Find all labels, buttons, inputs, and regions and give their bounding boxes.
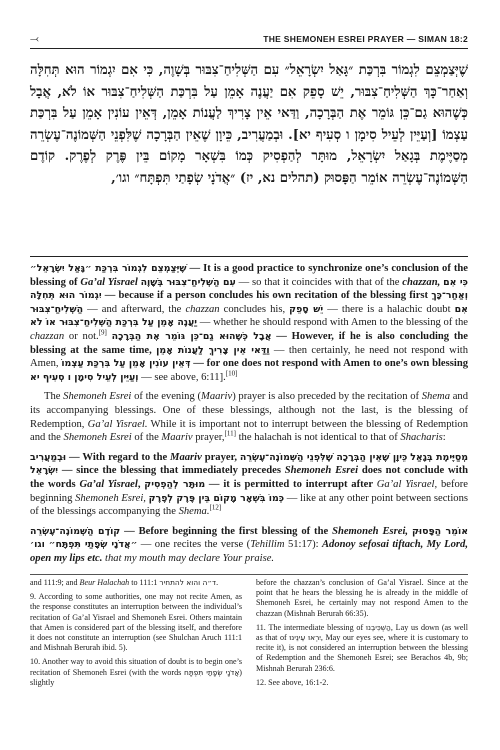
commentary-paragraph-1: שֶׁיְּצַמְצֵם לִגְמוֹר בִּרְכַּת ״גָּאַל יִשְׂרָאֵל״ — It is a good practice to synchronize one’s conclusion of the blessing of Ga’al Yisrael עִם הַשְּׁלִיחַ־צִבּוּר בְּשָׁוֶה — so that it coincides with that of the chazzan, כִּי אִם יִגְמוֹר הוּא תְּחִלָּה — because if a person concludes his own recitation of the blessing first וְאַחַר־כָּךְ הַשְּׁלִיחַ־צִבּוּר — and afterward, the chazzan concludes his, יֵשׁ סָפֵק — there is a halachic doubt אִם יַעֲנֶה אָמֵן עַל בִּרְכַּת הַשְּׁלִיחַ־צִבּוּר אוֹ לֹא — whether he should respond with Amen to the blessing of the chazzan or not.[9] אֲבָל כְּשֶׁהוּא גַם־כֵּן גּוֹמֵר אֶת הַבְּרָכָה — However, if he is also concluding the blessing at the same time, וַדַּאי אֵין צָרִיךְ לַעֲנוֹת אָמֵן — then certainly, he need not respond with Amen, דְּאֵין עוֹנִין אָמֵן עַל בִּרְכַּת עַצְמוֹ — for one does not respond with Amen to one’s own blessing וְעַיֵּין לְעֵיל סִימָן ו סְעִיף יא — see above, 6:11].[10] bbox=[30, 263, 469, 383]
hebrew-lemma: קוֹדֶם הַשְּׁמוֹנֶה־עֶשְׂרֵה bbox=[30, 525, 121, 537]
footnote-ref-9: [9] bbox=[98, 328, 107, 337]
hebrew-lemma: אֲבָל כְּשֶׁהוּא גַם־כֵּן גּוֹמֵר אֶת הַבְּרָכָה bbox=[111, 330, 272, 342]
footnotes-left-column bbox=[30, 578, 242, 692]
hebrew-source-text: שֶׁיְּצַמְצֵם לִגְמוֹר בִּרְכַּת ״גָּאַל יִשְׂרָאֵל״ עִם הַשְּׁלִיחַ־צִבּוּר בְּשָׁוֶה, כִּי אִם יִגְמוֹר הוּא תְּחִלָּה וְאַחַר־כָּךְ הַשְּׁלִיחַ־צִבּוּר, יֵשׁ סָפֵק אִם יַעֲנֶה אָמֵן עַל בִּרְכַּת הַשְּׁלִיחַ־צִבּוּר אוֹ לֹא, אֲבָל כְּשֶׁהוּא גַם־כֵּן גּוֹמֵר אֶת הַבְּרָכָה, וַדַּאי אֵין צָרִיךְ לַעֲנוֹת אָמֵן, דְּאֵין עוֹנִין אָמֵן עַל בִּרְכַּת עַצְמוֹ [וְעַיֵּין לְעֵיל סִימָן ו סְעִיף יא]. וּבְמַעֲרִיב, כֵּיוָן שֶׁאֵין הַבְּרָכָה שֶׁלִּפְנֵי הַשְּׁמוֹנֶה־עֶשְׂרֵה מְסַיֶּימֶת בְּגָאַל יִשְׂרָאֵל, מוּתָּר לְהַפְסִיק כְּמוֹ בִּשְׁאָר מָקוֹם בֵּין פֶּרֶק לְפֶרֶק. קוֹדֶם הַשְּׁמוֹנֶה־עֶשְׂרֵה אוֹמֵר הַפָּסוּק (תהלים נא, יז) ״אֲדֹנָי שְׂפָתַי תִּפְתָּח״ וגו׳, bbox=[30, 63, 468, 186]
hebrew-lemma: וְעַיֵּין לְעֵיל סִימָן ו סְעִיף יא bbox=[30, 371, 139, 383]
hebrew-lemma: מוּתָּר לְהַפְסִיק bbox=[144, 478, 206, 490]
hebrew-lemma: וְאַחַר־כָּךְ הַשְּׁלִיחַ־צִבּוּר bbox=[30, 290, 468, 315]
footnote-ref-11: [11] bbox=[224, 429, 236, 438]
hebrew-lemma: שֶׁיְּצַמְצֵם לִגְמוֹר בִּרְכַּת ״גָּאַל יִשְׂרָאֵל״ bbox=[30, 263, 187, 274]
hebrew-lemma: כְּמוֹ בִּשְׁאָר מָקוֹם בֵּין פֶּרֶק לְפֶרֶק bbox=[148, 492, 285, 504]
hebrew-lemma: וּבְמַעֲרִיב bbox=[30, 451, 67, 463]
hebrew-lemma: יֵשׁ סָפֵק bbox=[289, 303, 324, 315]
hebrew-lemma: אִם יַעֲנֶה אָמֵן עַל בִּרְכַּת הַשְּׁלִיחַ־צִבּוּר אוֹ לֹא bbox=[30, 303, 468, 329]
footnote-9: 9. According to some authorities, one may not recite Amen, as the response constitutes an interruption between the individual’s recitation of Ga’al Yisrael and Shemoneh Esrei. Others maintain that Amen is considered part of the blessing itself, and therefore it does not constitute an interruption (see Shulchan Aruch 111:1 and Mishnah Berurah ibid. 5). bbox=[30, 592, 242, 653]
commentary-paragraph-4: קוֹדֶם הַשְּׁמוֹנֶה־עֶשְׂרֵה — Before beginning the first blessing of the Shemoneh Esrei, אוֹמֵר הַפָּסוּק ״אֲדֹנָי שְׂפָתַי תִּפְתָּח״ וגו׳ — one recites the verse (Tehillim 51:17): Adonoy sefosai tiftach, My Lord, open my lips etc. that my mouth may declare Your praise. bbox=[30, 525, 469, 564]
running-header bbox=[30, 30, 468, 49]
footnote-ref-12: [12] bbox=[209, 503, 222, 512]
footnote-divider bbox=[30, 574, 468, 575]
footnotes-right-column bbox=[256, 578, 468, 692]
section-divider bbox=[30, 256, 468, 257]
commentary-body bbox=[30, 262, 468, 571]
footnote-10-continuation: before the chazzan’s conclusion of Ga’al Yisrael. Since at the point that he hears the blessing he is already in the middle of Shemoneh Esrei, he certainly may not respond Amen to the chazzan (Mishnah Berurah 66:35). bbox=[256, 578, 468, 618]
hebrew-lemma: אוֹמֵר הַפָּסוּק ״אֲדֹנָי שְׂפָתַי תִּפְתָּח״ וגו׳ bbox=[30, 525, 469, 551]
footnote-continuation: and 111:9; and Beur Halachah to 111:1 ד״ה והוא להתחיר. bbox=[30, 578, 219, 587]
footnotes bbox=[30, 578, 468, 692]
commentary-paragraph-3: וּבְמַעֲרִיב — With regard to the Maariv prayer, כֵּיוָן שֶׁאֵין הַבְּרָכָה שֶׁלִּפְנֵי הַשְּׁמוֹנֶה־עֶשְׂרֵה מְסַיֶּימֶת בְּגָאַל יִשְׂרָאֵל — since the blessing that immediately precedes Shemoneh Esrei does not conclude with the words Ga’al Yisrael, מוּתָּר לְהַפְסִיק — it is permitted to interrupt after Ga’al Yisrael, before beginning Shemoneh Esrei, כְּמוֹ בִּשְׁאָר מָקוֹם בֵּין פֶּרֶק לְפֶרֶק — like at any other point between sections of the blessings accompanying the Shema.[12] bbox=[30, 451, 469, 518]
hebrew-lemma: דְּאֵין עוֹנִין אָמֵן עַל בִּרְכַּת עַצְמוֹ bbox=[61, 358, 191, 370]
hebrew-lemma: וַדַּאי אֵין צָרִיךְ לַעֲנוֹת אָמֵן bbox=[156, 344, 270, 356]
ornament-icon: ⤙ bbox=[30, 32, 40, 45]
hebrew-lemma: מְסַיֶּימֶת בְּגָאַל יִשְׂרָאֵל bbox=[30, 451, 468, 477]
footnote-11: 11. The intermediate blessing of הַשְׁכִּיבֵנוּ, Lay us down (as well as that of יִרְאוּ עֵינֵינוּ, May our eyes see, where it is customary to recite it), is not considered an interruption between the blessing of Redemption and the Shemoneh Esrei; see Berachos 4b, 9b; Mishnah Berurah 236:6. bbox=[256, 622, 468, 673]
hebrew-lemma: כֵּיוָן שֶׁאֵין הַבְּרָכָה שֶׁלִּפְנֵי הַשְּׁמוֹנֶה־עֶשְׂרֵה bbox=[239, 451, 408, 463]
footnote-ref-10: [10] bbox=[225, 369, 238, 378]
running-title: THE SHEMONEH ESREI PRAYER — SIMAN 18:2 bbox=[263, 34, 468, 44]
footnote-12: 12. See above, 16:1-2. bbox=[256, 677, 329, 687]
hebrew-lemma: עִם הַשְּׁלִיחַ־צִבּוּר בְּשָׁוֶה bbox=[140, 276, 236, 288]
footnote-10: 10. Another way to avoid this situation of doubt is to begin one’s recitation of Shemoneh Esrei (with the words אֲדֹנָי שְׂפָתַי תִּפְתָּח) slightly bbox=[30, 657, 242, 687]
commentary-paragraph-2: The Shemoneh Esrei of the evening (Maariv) prayer is also preceded by the recitation of Shema and its accompanying blessings. One of these blessings, although not the last, is the blessing of Redemption, Ga’al Yisrael. While it is important not to interrupt between the blessing of Redemption and the Shemoneh Esrei of the Maariv prayer,[11] the halachah is not identical to that of Shacharis: bbox=[30, 391, 468, 444]
hebrew-lemma: כִּי אִם יִגְמוֹר הוּא תְּחִלָּה bbox=[30, 276, 468, 302]
